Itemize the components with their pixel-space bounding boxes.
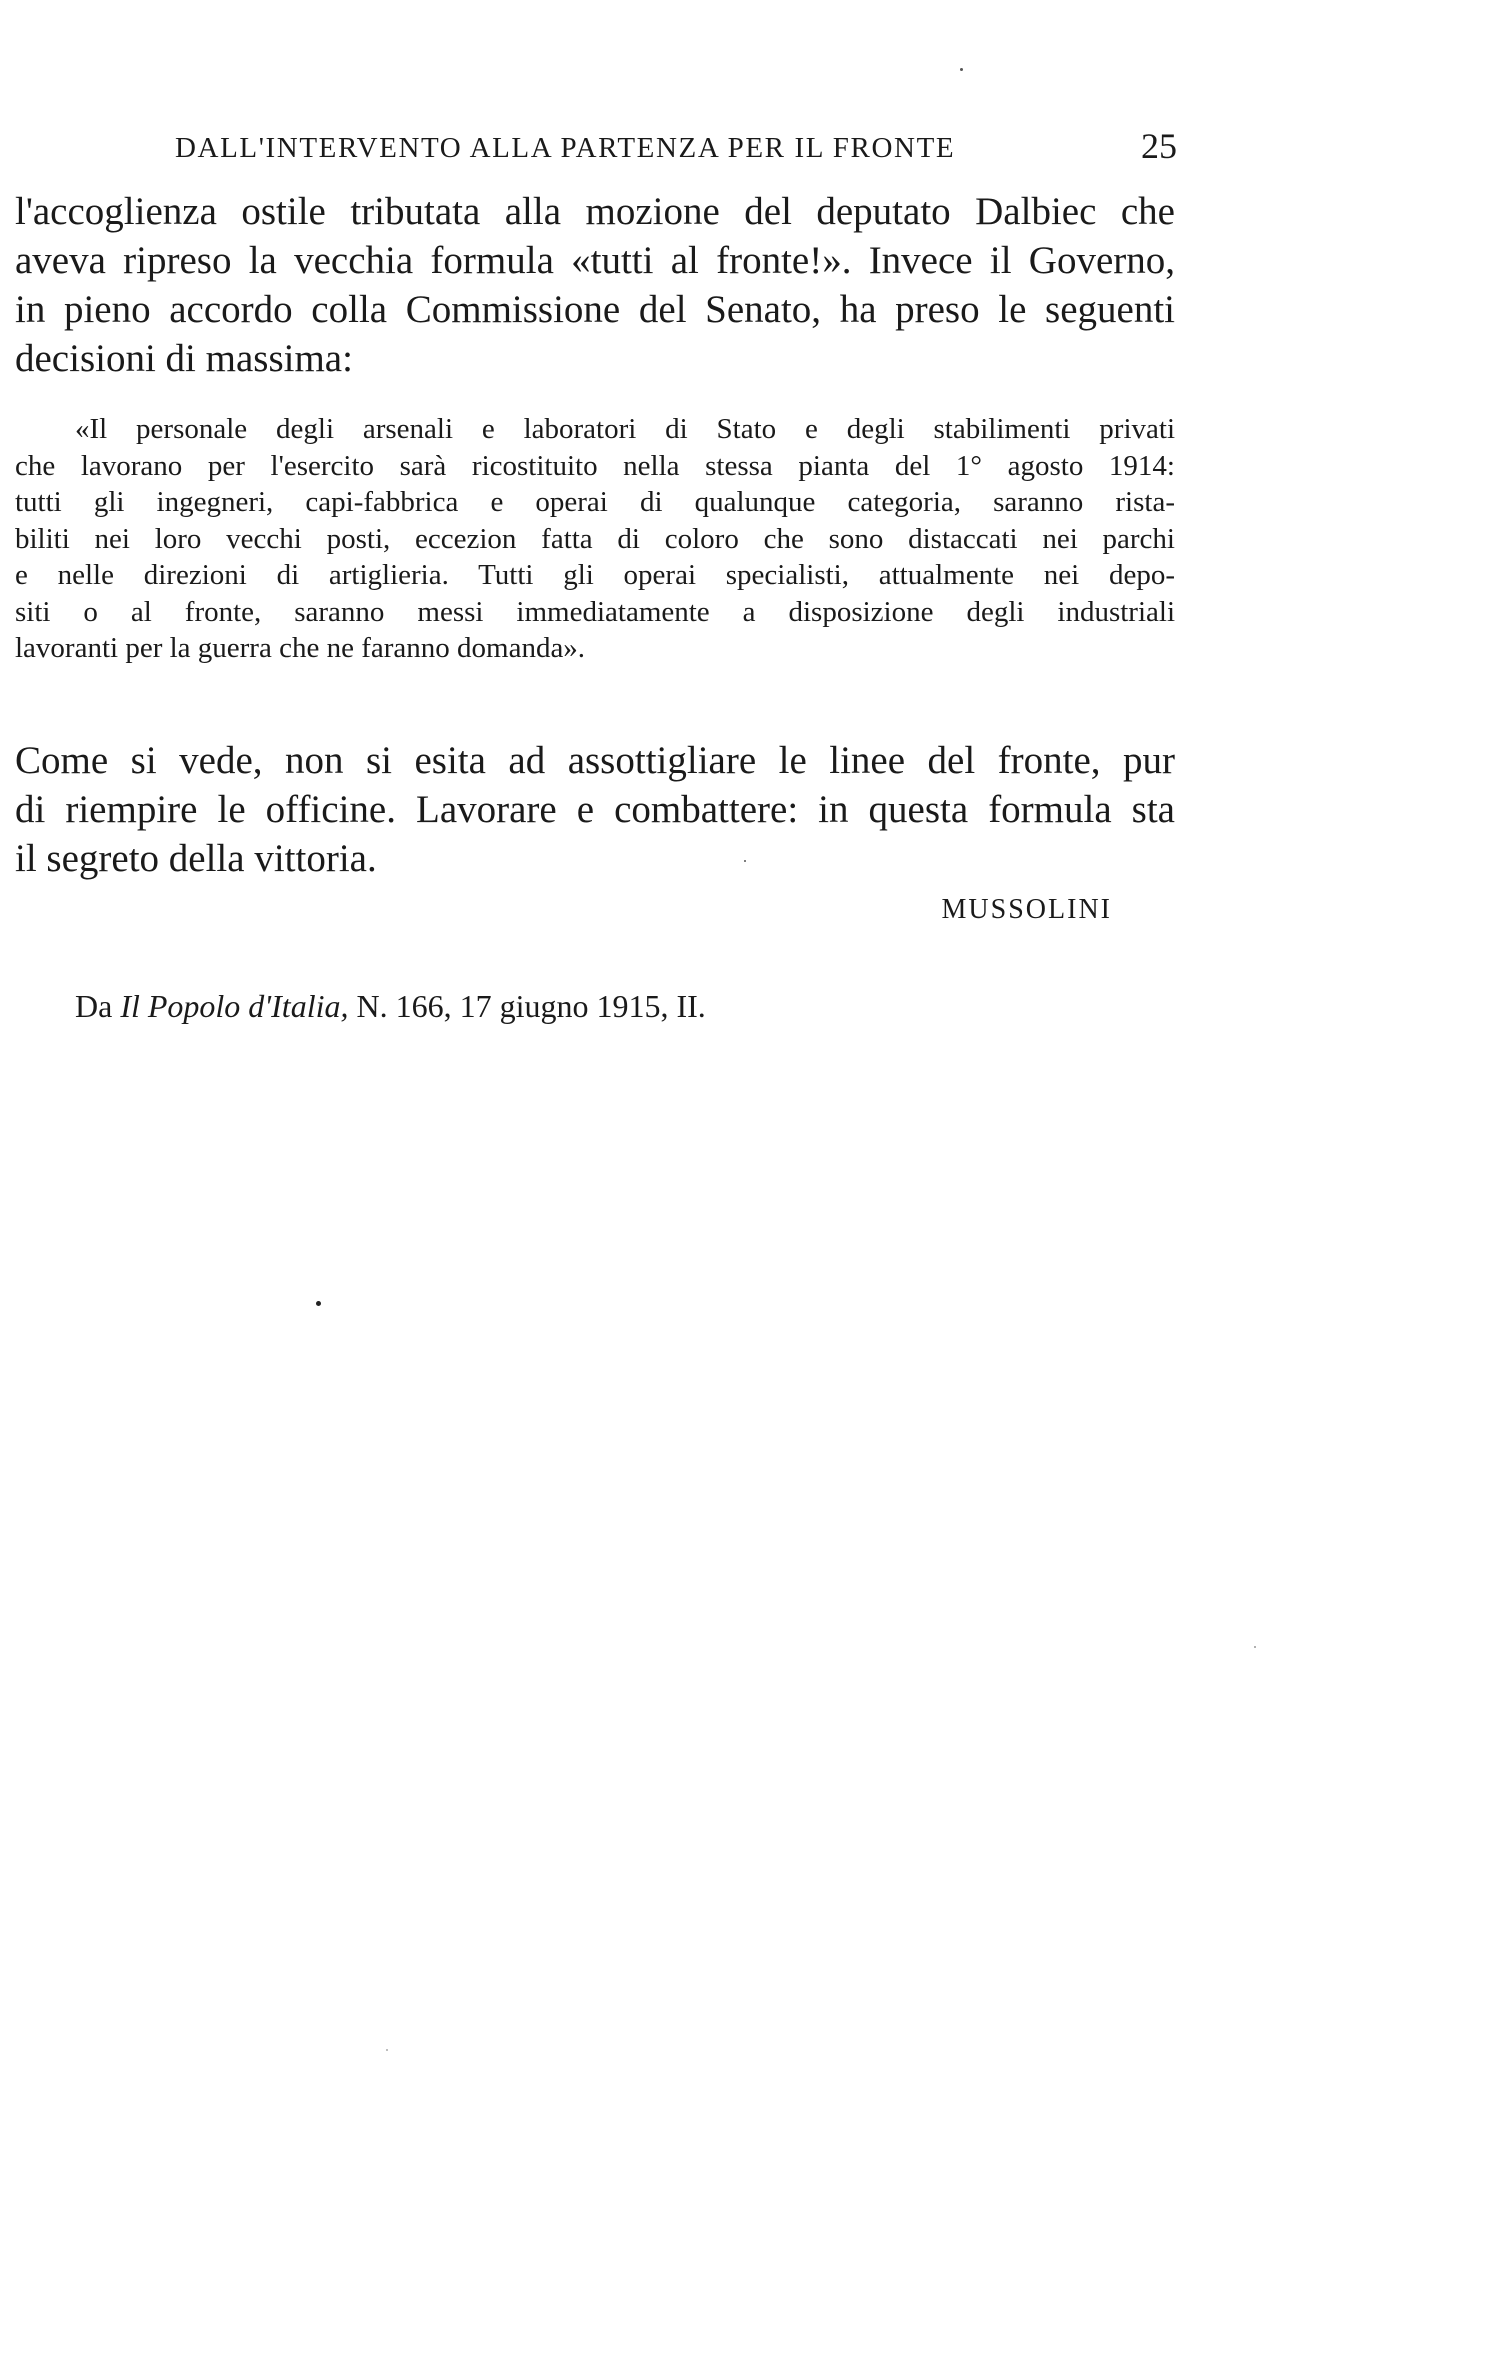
text-line: in pieno accordo colla Commissione del Senato, ha preso le seguenti xyxy=(15,288,1175,331)
block-quote xyxy=(15,411,1175,667)
quote-line: e nelle direzioni di artiglieria. Tutti gli operai specialisti, attualmente nei depo- xyxy=(15,559,1175,591)
print-speck xyxy=(386,2049,388,2051)
text-line: Come si vede, non si esita ad assottigliare le linee del fronte, pur xyxy=(15,739,1175,782)
print-speck xyxy=(744,860,746,862)
running-head xyxy=(175,128,1187,168)
print-speck xyxy=(316,1301,321,1306)
running-title: DALL'INTERVENTO ALLA PARTENZA PER IL FRONTE xyxy=(175,132,956,164)
text-line: l'accoglienza ostile tributata alla mozione del deputato Dalbiec che xyxy=(15,190,1175,233)
publication-title: Il Popolo d'Italia, xyxy=(120,988,349,1024)
paragraph-intro xyxy=(15,187,1175,383)
quote-line: siti o al fronte, saranno messi immediatamente a disposizione degli industriali xyxy=(15,595,1175,628)
quote-line: che lavorano per l'esercito sarà ricostituito nella stessa pianta del 1° agosto 1914: xyxy=(15,449,1175,482)
quote-line: «Il personale degli arsenali e laboratori di Stato e degli stabilimenti privati xyxy=(75,413,1175,445)
paragraph-conclusion xyxy=(15,736,1175,883)
quote-line: lavoranti per la guerra che ne faranno domanda». xyxy=(15,632,586,664)
print-speck xyxy=(960,68,963,71)
text-line: aveva ripreso la vecchia formula «tutti al fronte!». Invece il Governo, xyxy=(15,239,1175,282)
author-signature: MUSSOLINI xyxy=(941,894,1112,925)
quote-line: tutti gli ingegneri, capi-fabbrica e operai di qualunque categoria, saranno rista- xyxy=(15,486,1175,518)
source-details: N. 166, 17 giugno 1915, II. xyxy=(348,988,706,1024)
source-citation xyxy=(75,985,706,1027)
text-line: decisioni di massima: xyxy=(15,337,353,380)
text-line: il segreto della vittoria. xyxy=(15,837,377,880)
quote-line: biliti nei loro vecchi posti, eccezion fatta di coloro che sono distaccati nei parchi xyxy=(15,522,1175,555)
source-prefix: Da xyxy=(75,988,121,1024)
page-number: 25 xyxy=(1141,126,1177,166)
print-speck xyxy=(1254,1646,1256,1648)
text-line: di riempire le officine. Lavorare e combattere: in questa formula sta xyxy=(15,788,1175,831)
